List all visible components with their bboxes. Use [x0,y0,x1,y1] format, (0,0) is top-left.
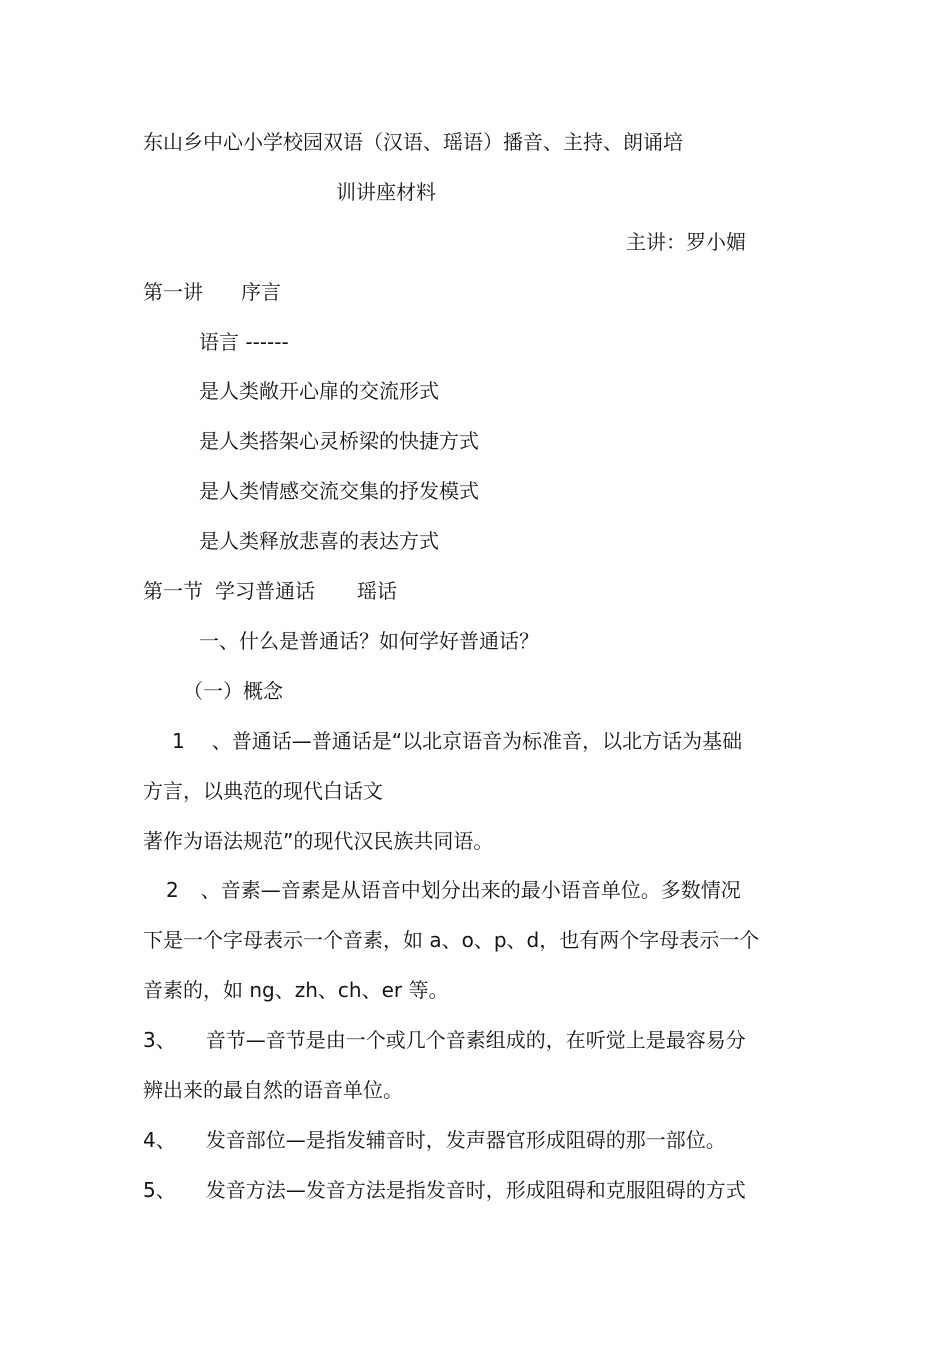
item-1-line-3: 著作为语法规范”的现代汉民族共同语。 [143,829,494,853]
item-5-text: 发音方法—发音方法是指发音时，形成阻碍和克服阻碍的方式 [205,1178,746,1202]
item-2-line-2: 下是一个字母表示一个音素，如 a、o、p、d，也有两个字母表示一个 [143,928,760,952]
language-heading: 语言 ------ [199,330,289,354]
item-1-text: 、普通话—普通话是“以北京语音为标准音，以北方话为基础 [211,729,743,753]
item-4-number: 4、 [143,1128,176,1152]
presenter-line: 主讲：罗小媚 [626,230,746,254]
section-number: 第一节 [143,579,203,603]
item-1-line-1 [172,727,742,755]
item-2-text: 、音素—音素是从语音中划分出来的最小语音单位。多数情况 [200,878,741,902]
concept-subheading: （一）概念 [183,679,283,703]
document-title-line-2: 训讲座材料 [336,180,436,204]
section-name: 学习普通话 [215,579,315,603]
document-title-line-1: 东山乡中心小学校园双语（汉语、瑶语）播音、主持、朗诵培 [143,130,683,154]
item-4-text: 发音部位—是指发辅音时，发声器官形成阻碍的那一部位。 [205,1128,726,1152]
item-3-line-1 [143,1026,746,1054]
item-4-line-1 [143,1126,726,1154]
item-5-number: 5、 [143,1178,176,1202]
language-line-2: 是人类搭架心灵桥梁的快捷方式 [199,429,479,453]
lecture-name: 序言 [241,280,281,304]
item-2-number: 2 [166,878,179,902]
item-3-text: 音节—音节是由一个或几个音素组成的，在听觉上是最容易分 [205,1028,746,1052]
section-extra: 瑶话 [357,579,397,603]
language-line-1: 是人类敞开心扉的交流形式 [199,379,439,403]
question-heading: 一、什么是普通话？如何学好普通话？ [199,629,539,653]
section-heading [143,577,397,605]
language-line-4: 是人类释放悲喜的表达方式 [199,529,439,553]
item-5-line-1 [143,1176,746,1204]
item-1-line-2: 方言，以典范的现代白话文 [143,779,383,803]
lecture-heading [143,278,281,306]
item-2-line-3: 音素的，如 ng、zh、ch、er 等。 [143,978,449,1002]
item-3-line-2: 辨出来的最自然的语音单位。 [143,1078,403,1102]
lecture-number: 第一讲 [143,280,203,304]
language-line-3: 是人类情感交流交集的抒发模式 [199,479,479,503]
item-2-line-1 [166,876,741,904]
item-3-number: 3、 [143,1028,176,1052]
item-1-number: 1 [172,729,185,753]
